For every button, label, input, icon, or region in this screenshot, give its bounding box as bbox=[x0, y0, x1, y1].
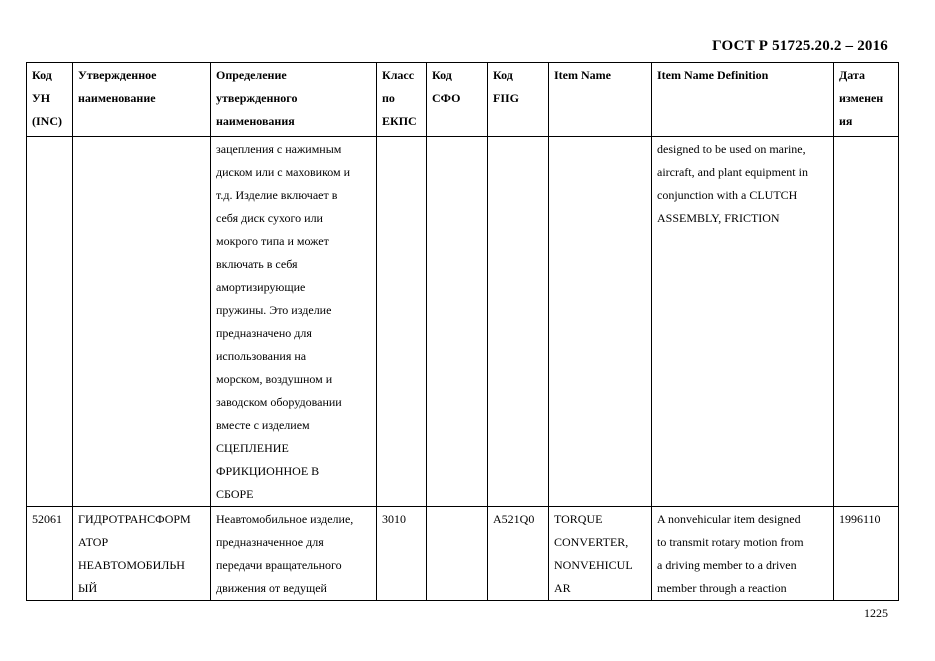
column-header-line: Утвержденное bbox=[78, 68, 157, 82]
cell-text-line: designed to be used on marine, bbox=[657, 142, 806, 156]
cell-text-line: 3010 bbox=[382, 512, 406, 526]
cell-text-line: ЫЙ bbox=[78, 581, 98, 595]
item-name-table bbox=[26, 62, 899, 601]
cell-text-line: движения от ведущей bbox=[216, 581, 327, 595]
cell-text-line: aircraft, and plant equipment in bbox=[657, 165, 808, 179]
cell-text-line: TORQUE bbox=[554, 512, 603, 526]
column-header-line: по bbox=[382, 91, 395, 105]
cell-text-line: 1996110 bbox=[839, 512, 881, 526]
column-header-line: УН bbox=[32, 91, 51, 105]
table-header-row bbox=[27, 63, 899, 137]
column-header-item-name bbox=[549, 63, 652, 137]
column-header-class-ekps bbox=[377, 63, 427, 137]
column-header-line: FIIG bbox=[493, 91, 520, 105]
cell-inc bbox=[27, 507, 73, 601]
cell-text-line: conjunction with a CLUTCH bbox=[657, 188, 798, 202]
column-header-line: Класс bbox=[382, 68, 415, 82]
cell-text-line: a driving member to a driven bbox=[657, 558, 797, 572]
cell-text-line: ASSEMBLY, FRICTION bbox=[657, 211, 780, 225]
cell-text-line: A nonvehicular item designed bbox=[657, 512, 801, 526]
cell-text-line: т.д. Изделие включает в bbox=[216, 188, 338, 202]
column-header-line: Item Name bbox=[554, 68, 611, 82]
cell-text-line: СБОРЕ bbox=[216, 487, 254, 501]
cell-item-name-definition bbox=[652, 137, 834, 507]
column-header-line: изменен bbox=[839, 91, 884, 105]
cell-class-ekps bbox=[377, 137, 427, 507]
cell-text-line: CONVERTER, bbox=[554, 535, 629, 549]
column-header-line: Дата bbox=[839, 68, 865, 82]
table-row bbox=[27, 137, 899, 507]
cell-text-line: СЦЕПЛЕНИЕ bbox=[216, 441, 289, 455]
cell-text-line: АТОР bbox=[78, 535, 109, 549]
cell-change-date bbox=[834, 137, 899, 507]
cell-code-sfo bbox=[427, 137, 488, 507]
cell-change-date bbox=[834, 507, 899, 601]
column-header-code-sfo bbox=[427, 63, 488, 137]
column-header-line: ия bbox=[839, 114, 853, 128]
cell-code-fiig bbox=[488, 507, 549, 601]
column-header-item-name-definition bbox=[652, 63, 834, 137]
cell-text-line: включать в себя bbox=[216, 257, 298, 271]
column-header-line: Код bbox=[493, 68, 513, 82]
cell-text-line: NONVEHICUL bbox=[554, 558, 633, 572]
cell-text-line: использования на bbox=[216, 349, 307, 363]
column-header-line: Код bbox=[432, 68, 452, 82]
page-number: 1225 bbox=[864, 606, 888, 620]
cell-text-line: НЕАВТОМОБИЛЬН bbox=[78, 558, 185, 572]
cell-approved-name bbox=[73, 137, 211, 507]
cell-text-line: предназначенное для bbox=[216, 535, 324, 549]
cell-code-fiig bbox=[488, 137, 549, 507]
cell-text-line: member through a reaction bbox=[657, 581, 787, 595]
cell-item-name-definition bbox=[652, 507, 834, 601]
cell-text-line: ФРИКЦИОННОЕ В bbox=[216, 464, 320, 478]
cell-text-line: ГИДРОТРАНСФОРМ bbox=[78, 512, 191, 526]
cell-item-name bbox=[549, 137, 652, 507]
column-header-approved-name bbox=[73, 63, 211, 137]
cell-text-line: AR bbox=[554, 581, 571, 595]
cell-definition bbox=[211, 507, 377, 601]
cell-text-line: to transmit rotary motion from bbox=[657, 535, 804, 549]
cell-inc bbox=[27, 137, 73, 507]
column-header-definition bbox=[211, 63, 377, 137]
column-header-line: Определение bbox=[216, 68, 287, 82]
column-header-change-date bbox=[834, 63, 899, 137]
cell-text-line: зацепления с нажимным bbox=[216, 142, 342, 156]
cell-item-name bbox=[549, 507, 652, 601]
column-header-line: СФО bbox=[432, 91, 461, 105]
cell-text-line: заводском оборудовании bbox=[216, 395, 342, 409]
cell-text-line: A521Q0 bbox=[493, 512, 535, 526]
column-header-line: Код bbox=[32, 68, 52, 82]
cell-code-sfo bbox=[427, 507, 488, 601]
column-header-line: утвержденного bbox=[216, 91, 298, 105]
column-header-line: (INC) bbox=[32, 114, 62, 128]
cell-text-line: амортизирующие bbox=[216, 280, 306, 294]
column-header-inc bbox=[27, 63, 73, 137]
cell-approved-name bbox=[73, 507, 211, 601]
cell-class-ekps bbox=[377, 507, 427, 601]
cell-text-line: Неавтомобильное изделие, bbox=[216, 512, 354, 526]
cell-text-line: себя диск сухого или bbox=[216, 211, 323, 225]
cell-text-line: мокрого типа и может bbox=[216, 234, 329, 248]
document-standard-header: ГОСТ Р 51725.20.2 – 2016 bbox=[712, 38, 888, 54]
column-header-line: Item Name Definition bbox=[657, 68, 769, 82]
cell-text-line: диском или с маховиком и bbox=[216, 165, 351, 179]
cell-text-line: пружины. Это изделие bbox=[216, 303, 332, 317]
cell-text-line: 52061 bbox=[32, 512, 62, 526]
column-header-line: наименования bbox=[216, 114, 295, 128]
cell-definition bbox=[211, 137, 377, 507]
cell-text-line: вместе с изделием bbox=[216, 418, 310, 432]
column-header-code-fiig bbox=[488, 63, 549, 137]
cell-text-line: морском, воздушном и bbox=[216, 372, 333, 386]
column-header-line: наименование bbox=[78, 91, 156, 105]
cell-text-line: передачи вращательного bbox=[216, 558, 342, 572]
cell-text-line: предназначено для bbox=[216, 326, 312, 340]
table-row bbox=[27, 507, 899, 601]
column-header-line: ЕКПС bbox=[382, 114, 417, 128]
